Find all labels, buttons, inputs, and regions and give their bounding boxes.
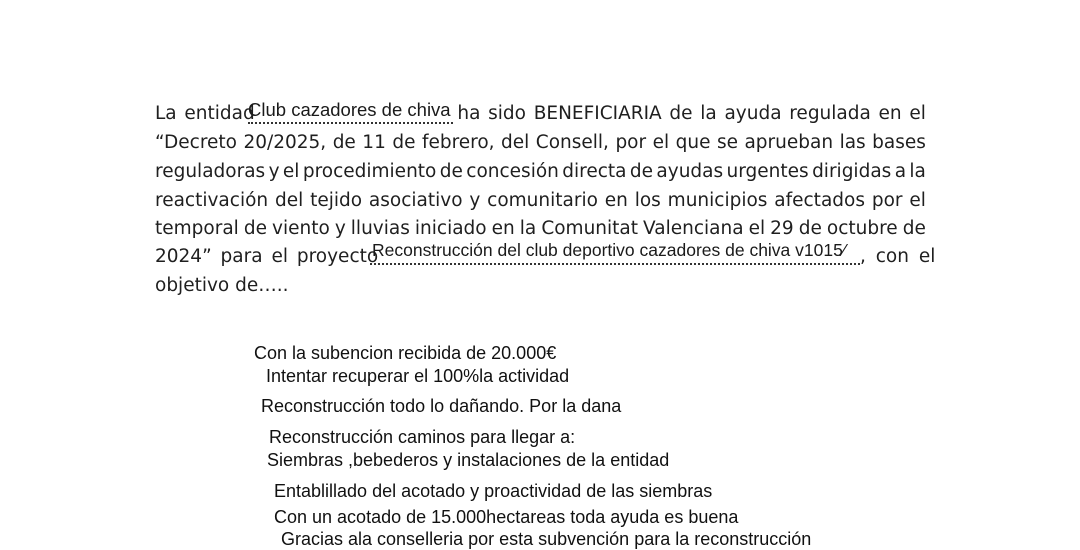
paragraph-word: ha — [457, 103, 481, 124]
paragraph-word: del — [501, 132, 530, 153]
objective-6[interactable]: Entablillado del acotado y proactividad de las siembras — [274, 481, 713, 501]
paragraph-word: de — [439, 161, 463, 182]
paragraph-word: de — [392, 132, 416, 153]
paragraph-word: Valenciana — [643, 218, 744, 239]
objective-1[interactable]: Con la subencion recibida de 20.000€ — [254, 343, 557, 363]
paragraph-word: afectados — [774, 190, 865, 211]
paragraph-word: las — [839, 132, 866, 153]
paragraph-word: ayuda — [724, 103, 782, 124]
paragraph-word: el — [282, 161, 300, 182]
paragraph-word: ayudas — [656, 161, 724, 182]
paragraph-line-2 — [155, 128, 926, 158]
paragraph-word: bases — [872, 132, 926, 153]
paragraph-word: reactivación — [155, 190, 269, 211]
paragraph-word: que — [675, 132, 711, 153]
paragraph-word: y — [268, 161, 280, 182]
paragraph-word: del — [274, 190, 304, 211]
project-name-cut: ⁄ — [842, 240, 846, 260]
line6-end-text: , con el — [860, 246, 936, 267]
paragraph-word: el — [748, 218, 766, 239]
paragraph-word: Consell, — [535, 132, 609, 153]
paragraph-word: concesión — [466, 161, 559, 182]
paragraph-word: procedimiento — [302, 161, 437, 182]
paragraph-word: en — [604, 190, 628, 211]
paragraph-word: a — [894, 161, 907, 182]
objective-2[interactable]: Intentar recuperar el 100%la actividad — [266, 366, 570, 386]
line6-start-text: 2024” para el proyecto — [155, 246, 379, 267]
paragraph-word: 11 — [362, 132, 386, 153]
paragraph-word: entidad — [184, 103, 255, 124]
entity-field-dots — [248, 122, 453, 124]
paragraph-word: temporal — [155, 218, 239, 239]
paragraph-word: BENEFICIARIA — [533, 103, 662, 124]
paragraph-line-7 — [155, 271, 926, 301]
paragraph-word: la — [519, 218, 537, 239]
project-field-dots — [370, 263, 860, 265]
paragraph-word: reguladoras — [155, 161, 266, 182]
paragraph-word: de — [243, 218, 267, 239]
paragraph-line-3 — [155, 157, 926, 187]
objective-5[interactable]: Siembras ,bebederos y instalaciones de la entidad — [267, 450, 670, 470]
line7-text: objetivo de….. — [155, 275, 289, 296]
objective-4[interactable]: Reconstrucción caminos para llegar a: — [269, 427, 576, 447]
paragraph-word: se — [716, 132, 738, 153]
paragraph-word: sido — [488, 103, 526, 124]
paragraph-word: viento — [272, 218, 330, 239]
paragraph-word: y — [334, 218, 346, 239]
paragraph-word: en — [491, 218, 515, 239]
paragraph-word: dirigidas — [812, 161, 892, 182]
paragraph-word: 20/2025, — [243, 132, 327, 153]
paragraph-word: y — [469, 190, 481, 211]
paragraph-word: de — [798, 218, 822, 239]
paragraph-word: asociativo — [368, 190, 463, 211]
paragraph-word: lluvias — [350, 218, 410, 239]
paragraph-word: 29 — [770, 218, 794, 239]
paragraph-word: el — [652, 132, 670, 153]
project-name-text: Reconstrucción del club deportivo cazadores de chiva v1015 — [372, 240, 843, 260]
paragraph-word: octubre — [826, 218, 898, 239]
paragraph-word: de — [629, 161, 654, 182]
paragraph-word: tejido — [310, 190, 363, 211]
paragraph-word: febrero, — [421, 132, 495, 153]
objective-8[interactable]: Gracias ala conselleria por esta subvención para la reconstrucción — [281, 529, 812, 549]
paragraph-word: Comunitat — [541, 218, 639, 239]
objective-7[interactable]: Con un acotado de 15.000hectareas toda ayuda es buena — [274, 507, 739, 527]
objective-3[interactable]: Reconstrucción todo lo dañando. Por la dana — [261, 396, 622, 416]
paragraph-word: el — [909, 103, 926, 124]
project-name-field[interactable] — [372, 240, 846, 260]
paragraph-line-4 — [155, 186, 926, 216]
paragraph-word: La — [155, 103, 177, 124]
paragraph-word: “Decreto — [155, 132, 237, 153]
paragraph-word: de — [902, 218, 926, 239]
paragraph-word: urgentes — [726, 161, 809, 182]
paragraph-word: iniciado — [414, 218, 487, 239]
paragraph-line-6-end — [860, 242, 936, 272]
paragraph-word: regulada — [789, 103, 871, 124]
paragraph-word: directa — [562, 161, 627, 182]
paragraph-word: aprueban — [744, 132, 834, 153]
paragraph-word: la — [700, 103, 717, 124]
paragraph-word: los — [634, 190, 661, 211]
paragraph-word: de — [669, 103, 693, 124]
paragraph-word: por — [615, 132, 647, 153]
paragraph-word: comunitario — [487, 190, 598, 211]
paragraph-word: en — [878, 103, 902, 124]
entity-name-field[interactable]: Club cazadores de chiva — [248, 99, 451, 120]
paragraph-word: municipios — [667, 190, 768, 211]
paragraph-word: el — [909, 190, 926, 211]
paragraph-word: por — [871, 190, 903, 211]
paragraph-word: de — [332, 132, 356, 153]
paragraph-word: la — [909, 161, 926, 182]
